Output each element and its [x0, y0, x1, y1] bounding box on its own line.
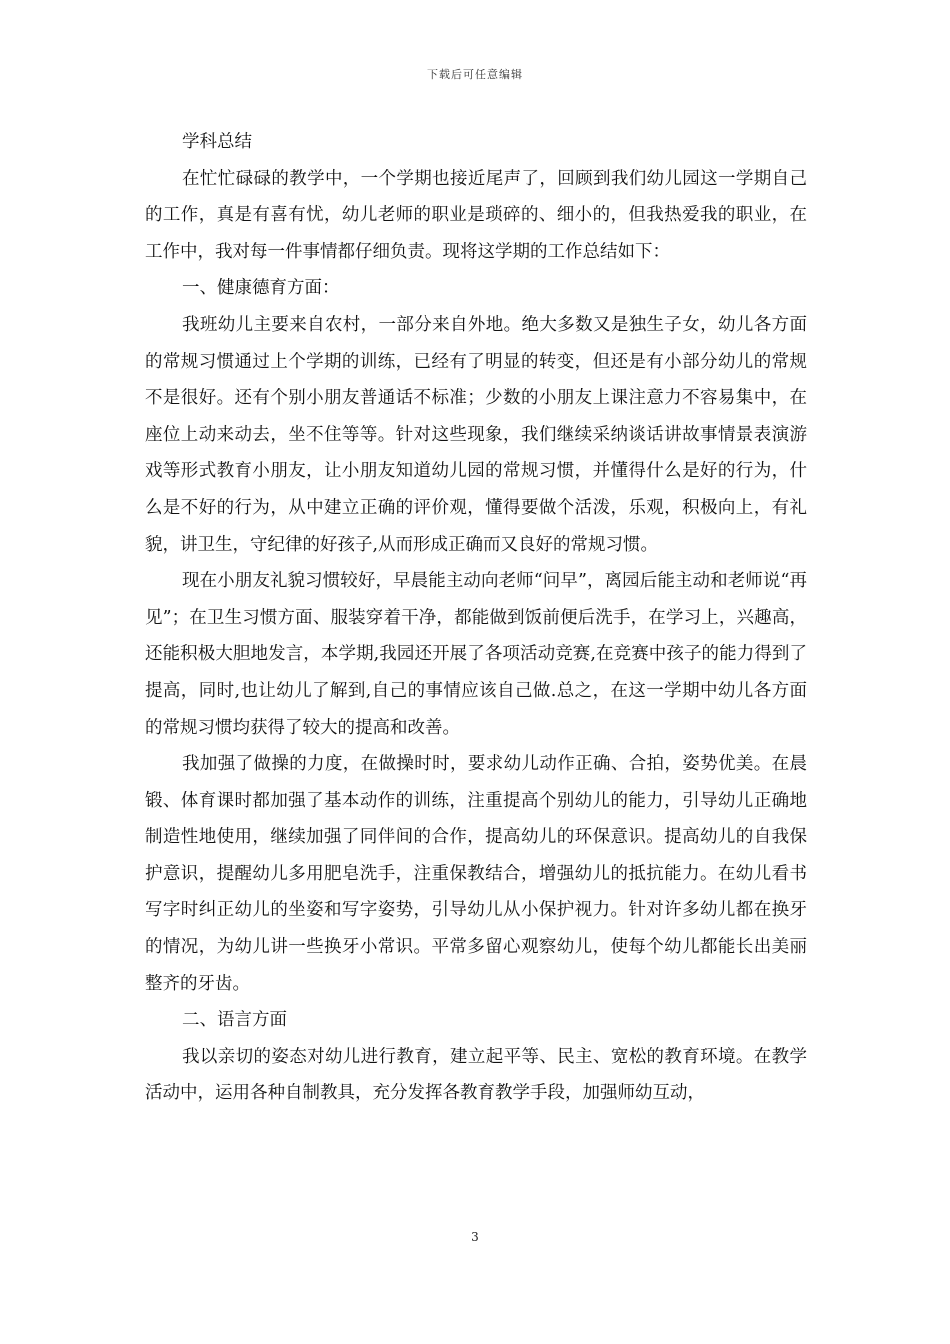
paragraph-language: 我以亲切的姿态对幼儿进行教育，建立起平等、民主、宽松的教育环境。在教学活动中，运用各种自制教具，充分发挥各教育教学手段，加强师幼互动， [145, 1046, 807, 1104]
document-title: 学科总结 [182, 132, 252, 152]
document-body [145, 124, 807, 1112]
section-heading-health: 一、健康德育方面： [182, 278, 340, 299]
paragraph-manners: 现在小朋友礼貌习惯较好，早晨能主动向老师“问早”，离园后能主动和老师说“再见”；在卫生习惯方面、服装穿着干净，都能做到饭前便后洗手，在学习上，兴趣高，还能积极大胆地发言，本学期,我园还开展了各项活动竞赛,在竞赛中孩子的能力得到了提高，同时,也让幼儿了解到,自己的事情应该自己做.总之，在这一学期中幼儿各方面的常规习惯均获得了较大的提高和改善。 [145, 571, 807, 738]
paragraph-exercise: 我加强了做操的力度，在做操时时，要求幼儿动作正确、合拍，姿势优美。在晨锻、体育课时都加强了基本动作的训练，注重提高个别幼儿的能力，引导幼儿正确地制造性地使用，继续加强了同伴间的合作，提高幼儿的环保意识。提高幼儿的自我保护意识，提醒幼儿多用肥皂洗手，注重保教结合，增强幼儿的抵抗能力。在幼儿看书写字时纠正幼儿的坐姿和写字姿势，引导幼儿从小保护视力。针对许多幼儿都在换牙的情况，为幼儿讲一些换牙小常识。平常多留心观察幼儿，使每个幼儿都能长出美丽整齐的牙齿。 [145, 754, 807, 994]
section-heading-language: 二、语言方面 [182, 1010, 287, 1031]
paragraph-class-habits: 我班幼儿主要来自农村，一部分来自外地。绝大多数又是独生子女，幼儿各方面的常规习惯通过上个学期的训练，已经有了明显的转变，但还是有小部分幼儿的常规不是很好。还有个别小朋友普通话不标准；少数的小朋友上课注意力不容易集中，在座位上动来动去，坐不住等等。针对这些现象，我们继续采纳谈话讲故事情景表演游戏等形式教育小朋友，让小朋友知道幼儿园的常规习惯，并懂得什么是好的行为，什么是不好的行为，从中建立正确的评价观，懂得要做个活泼，乐观，积极向上，有礼貌，讲卫生，守纪律的好孩子,从而形成正确而又良好的常规习惯。 [145, 314, 807, 555]
page-header: 下载后可任意编辑 [427, 68, 523, 81]
paragraph-intro: 在忙忙碌碌的教学中，一个学期也接近尾声了，回顾到我们幼儿园这一学期自己的工作，真是有喜有忧，幼儿老师的职业是琐碎的、细小的，但我热爱我的职业，在工作中，我对每一件事情都仔细负责。现将这学期的工作总结如下： [145, 168, 807, 262]
page-number: 3 [471, 1230, 479, 1244]
